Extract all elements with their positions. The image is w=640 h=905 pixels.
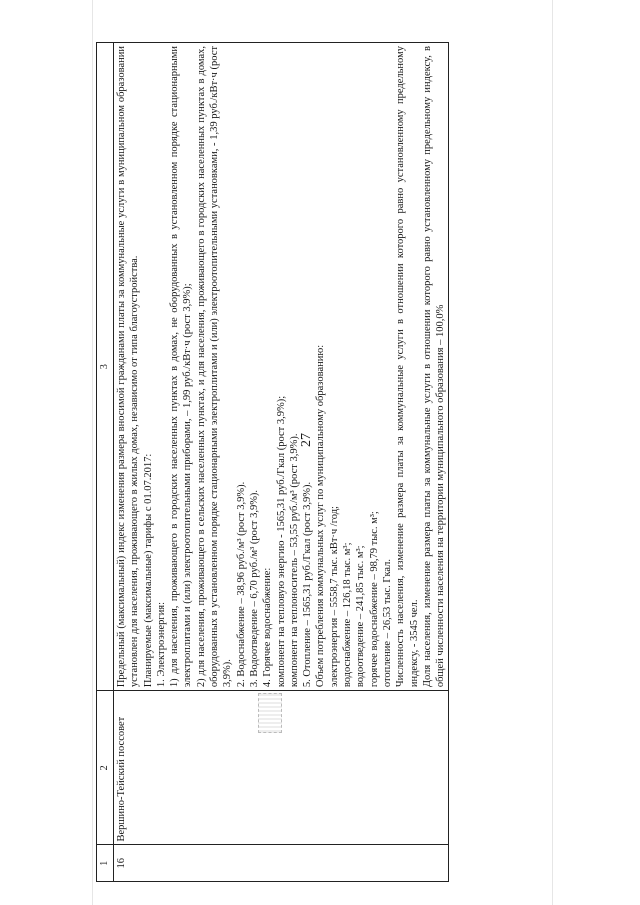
text-line: 1) для населения, проживающего в городских населенных пунктах в домах, не оборудованных в установленном порядке стационарными электроплитами и (или) электроотопительными приборами, – 1,99 руб./кВт·ч (рост 3,9%); — [169, 46, 194, 688]
scan-artifact-line — [552, 0, 553, 905]
text-line: водоснабжение – 126,18 тыс. м³; — [342, 542, 354, 688]
table-header-row — [97, 43, 114, 882]
header-col-2: 2 — [97, 691, 114, 845]
text-line: Предельный (максимальный) индекс изменения размера вносимой гражданами платы за коммунальные услуги в муниципальном образовании установлен для населения, проживающего в жилых домах, независимо от типа благоустройства. — [116, 46, 141, 688]
tariff-table — [96, 42, 449, 882]
text-line: отопление – 26,53 тыс. Гкал. — [381, 558, 393, 688]
text-line: компонент на теплоноситель – 53,55 руб./м³ (рост 3,9%). — [288, 433, 300, 688]
scan-stamp-mark — [258, 693, 282, 733]
scan-artifact-line — [92, 0, 93, 905]
header-col-3: 3 — [97, 43, 114, 691]
row-number: 16 — [114, 845, 449, 882]
text-line: компонент на тепловую энергию - 1565,31 руб./Гкал (рост 3,9%); — [275, 395, 287, 688]
text-line: горячее водоснабжение – 98,79 тыс. м³; — [368, 511, 380, 688]
text-line: 3. Водоотведение – 6,70 руб./м³ (рост 3,9%). — [248, 489, 260, 688]
text-line: водоотведение – 241,85 тыс. м³; — [355, 545, 367, 688]
text-line: электроэнергия – 5558,7 тыс. кВт·ч /год; — [328, 506, 340, 688]
text-line: Численность населения, изменение размера платы за коммунальные услуги в отношении которого равно установленному предельному индексу, - 3545 чел. — [395, 46, 420, 688]
text-line: 2) для населения, проживающего в сельских населенных пунктах, и для населения, проживающего в городских населенных пунктах в домах, оборудованных в установленном порядке стационарными электроплитами и (или) электроотопительными установками, - 1,39 руб./кВт·ч (рост 3,9%). — [195, 46, 234, 688]
text-line: 1. Электроэнергия: — [155, 601, 167, 688]
municipality-name: Вершино-Тейский поссовет — [114, 691, 449, 845]
tariff-description — [114, 43, 449, 691]
header-col-1: 1 — [97, 845, 114, 882]
text-line: 4. Горячее водоснабжение: — [262, 567, 274, 688]
text-line: Доля населения, изменение размера платы за коммунальные услуги в отношении которого равно установленному предельному индексу, в общей численности населения на территории муниципального образования – 100,0% — [421, 46, 447, 688]
table-row — [114, 43, 449, 882]
text-line: 2. Водоснабжение – 38,96 руб./м³ (рост 3,9%). — [235, 481, 247, 688]
text-line: 5. Отопление – 1565,31 руб./Гкал (рост 3,9%). — [302, 481, 314, 688]
text-line: Объем потребления коммунальных услуг по муниципальному образованию: — [315, 344, 327, 688]
page-number: 27 — [299, 433, 314, 447]
text-line: Планируемые (максимальные) тарифы с 01.07.2017: — [142, 453, 154, 688]
rotated-table-container — [96, 42, 516, 882]
